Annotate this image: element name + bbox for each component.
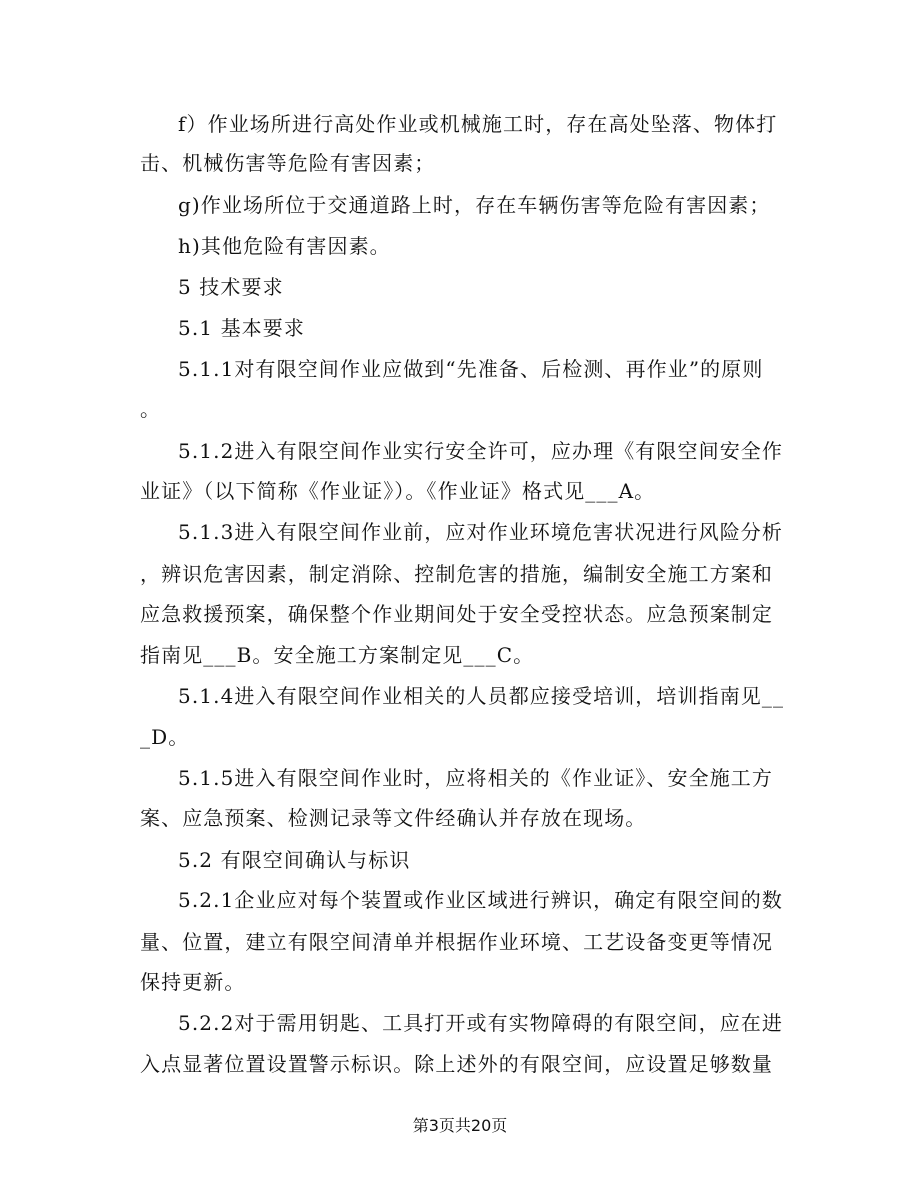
text-line: 5.2.1企业应对每个装置或作业区域进行辨识，确定有限空间的数 — [178, 888, 783, 912]
subsection-heading: 5.1 基本要求 — [178, 316, 305, 340]
text-line: 业证》（以下简称《作业证》）。《作业证》格式见___A。 — [140, 479, 656, 503]
text-line: 。 — [140, 397, 162, 421]
text-line: 5.1.4进入有限空间作业相关的人员都应接受培训，培训指南见__ — [178, 684, 785, 708]
text-line: 保持更新。 — [140, 970, 246, 994]
text-line: ，辨识危害因素，制定消除、控制危害的措施，编制安全施工方案和 — [140, 562, 773, 586]
subsection-heading: 5.2 有限空间确认与标识 — [178, 848, 411, 872]
text-line: 入点显著位置设置警示标识。除上述外的有限空间，应设置足够数量 — [140, 1052, 773, 1076]
text-line: f）作业场所进行高处作业或机械施工时，存在高处坠落、物体打 — [178, 112, 778, 136]
section-heading: 5 技术要求 — [178, 275, 284, 299]
text-line: 5.1.5进入有限空间作业时，应将相关的《作业证》、安全施工方 — [178, 766, 773, 790]
text-line: 5.1.2进入有限空间作业实行安全许可，应办理《有限空间安全作 — [178, 439, 783, 463]
text-line: 量、位置，建立有限空间清单并根据作业环境、工艺设备变更等情况 — [140, 930, 773, 954]
text-line: 5.2.2对于需用钥匙、工具打开或有实物障碍的有限空间，应在进 — [178, 1011, 783, 1035]
text-line: g)作业场所位于交通道路上时，存在车辆伤害等危险有害因素； — [178, 193, 771, 217]
text-line: 击、机械伤害等危险有害因素； — [140, 151, 436, 175]
text-line: 应急救援预案，确保整个作业期间处于安全受控状态。应急预案制定 — [140, 602, 773, 626]
text-line: 5.1.1对有限空间作业应做到“先准备、后检测、再作业”的原则 — [178, 357, 764, 381]
text-line: 指南见___B。安全施工方案制定见___C。 — [140, 643, 535, 667]
page-number-footer: 第3页共20页 — [412, 1116, 508, 1135]
text-line: h)其他危险有害因素。 — [178, 234, 391, 258]
text-line: 5.1.3进入有限空间作业前，应对作业环境危害状况进行风险分析 — [178, 520, 783, 544]
text-line: _D。 — [140, 725, 190, 749]
text-line: 案、应急预案、检测记录等文件经确认并存放在现场。 — [140, 806, 647, 830]
